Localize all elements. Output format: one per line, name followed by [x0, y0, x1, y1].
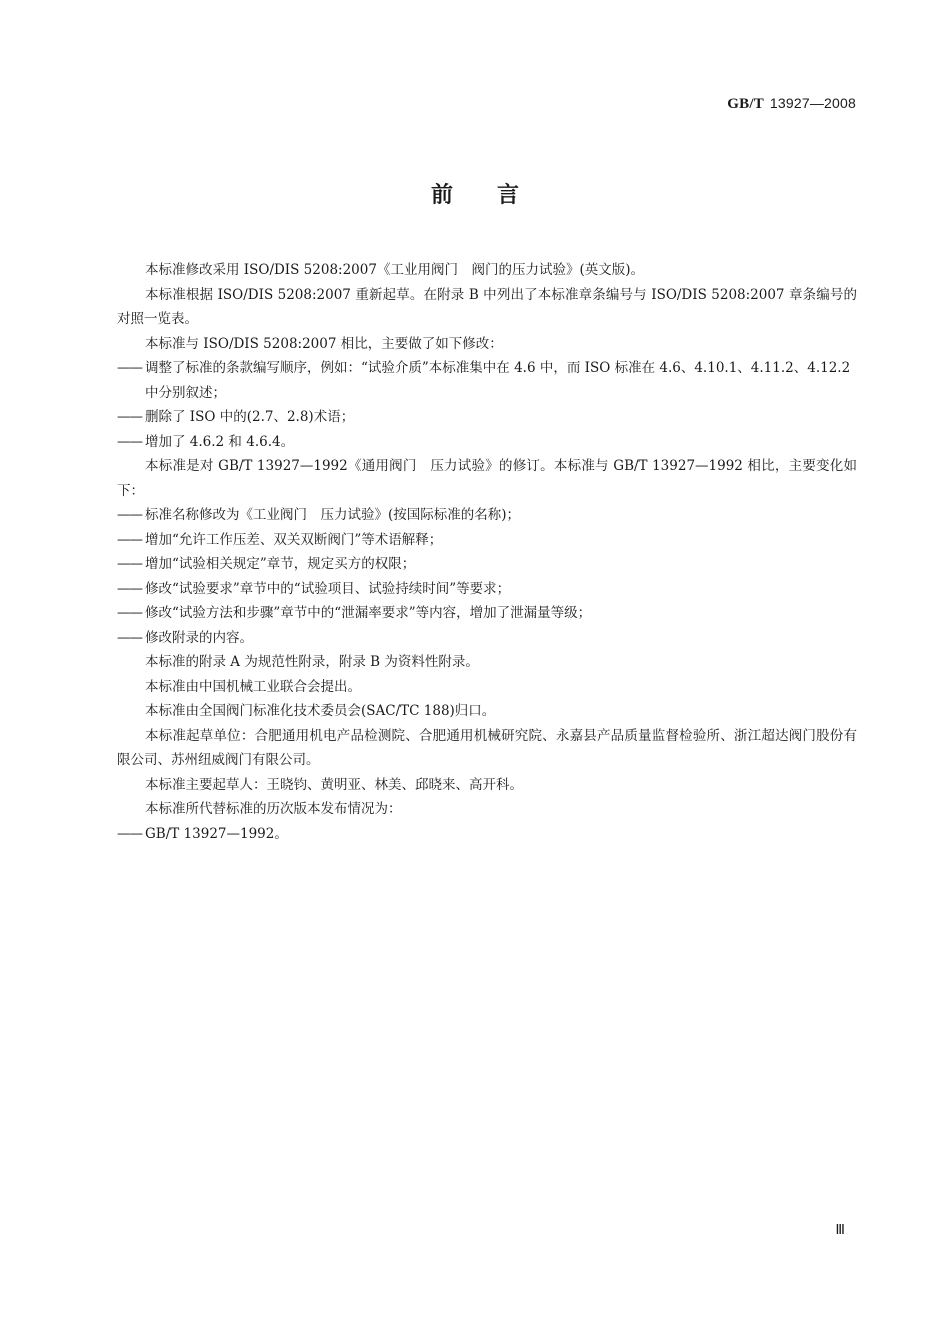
dash-marker: —— [117, 556, 142, 572]
dash-marker: —— [117, 580, 142, 597]
standard-prefix: GB/T [727, 96, 764, 112]
list-item-text: 增加“允许工作压差、双关双断阀门”等术语解释； [145, 531, 443, 548]
dash-marker: —— [117, 409, 142, 425]
paragraph: 本标准修改采用 ISO/DIS 5208:2007《工业用阀门 阀门的压力试验》(英文版)。 [145, 262, 644, 278]
list-item-text: 删除了 ISO 中的(2.7、2.8)术语； [145, 409, 355, 425]
paragraph: 本标准与 ISO/DIS 5208:2007 相比，主要做了如下修改： [145, 335, 503, 352]
dash-marker: —— [117, 433, 142, 450]
dash-marker: —— [117, 605, 142, 621]
dash-marker: —— [117, 360, 142, 376]
list-item-text: GB/T 13927—1992。 [145, 825, 288, 842]
page-number: Ⅲ [835, 1223, 845, 1238]
dash-list-item [117, 503, 857, 528]
standard-code-header [727, 95, 856, 113]
dash-list-item [117, 528, 857, 553]
list-item-text: 增加了 4.6.2 和 4.6.4。 [145, 433, 295, 450]
dash-list-item [117, 405, 857, 430]
list-item-text: 修改“试验要求”章节中的“试验项目、试验持续时间”等要求； [145, 580, 511, 597]
paragraph: 本标准主要起草人：王晓钧、黄明亚、林美、邱晓来、高开科。 [145, 776, 523, 793]
paragraph: 本标准是对 GB/T 13927—1992《通用阀门 压力试验》的修订。本标准与 GB/T 13927—1992 相比，主要变化如下： [117, 458, 857, 499]
paragraph: 本标准的附录 A 为规范性附录，附录 B 为资料性附录。 [145, 654, 479, 670]
foreword-body [117, 258, 857, 846]
dash-list-item [117, 601, 857, 626]
dash-list-item [117, 430, 857, 455]
list-item-text: 修改“试验方法和步骤”章节中的“泄漏率要求”等内容，增加了泄漏量等级； [145, 605, 592, 621]
paragraph: 本标准所代替标准的历次版本发布情况为： [145, 801, 402, 817]
dash-list-item [117, 577, 857, 602]
paragraph: 本标准由中国机械工业联合会提出。 [145, 678, 361, 695]
standard-number: 13927—2008 [769, 95, 856, 111]
dash-marker: —— [117, 629, 142, 646]
list-item-text: 标准名称修改为《工业阀门 压力试验》(按国际标准的名称)； [145, 507, 521, 523]
paragraph: 本标准由全国阀门标准化技术委员会(SAC/TC 188)归口。 [145, 703, 496, 719]
list-item-text: 增加“试验相关规定”章节，规定买方的权限； [145, 556, 416, 572]
paragraph: 本标准起草单位：合肥通用机电产品检测院、合肥通用机械研究院、永嘉县产品质量监督检验所、浙江超达阀门股份有限公司、苏州纽威阀门有限公司。 [117, 727, 857, 768]
dash-marker: —— [117, 531, 142, 548]
dash-list-item [117, 822, 857, 847]
paragraph: 本标准根据 ISO/DIS 5208:2007 重新起草。在附录 B 中列出了本标准章条编号与 ISO/DIS 5208:2007 章条编号的对照一览表。 [117, 286, 857, 327]
dash-list-item [117, 552, 857, 577]
dash-list-item [117, 356, 857, 405]
list-item-text: 调整了标准的条款编写顺序，例如：“试验介质”本标准集中在 4.6 中，而 ISO 标准在 4.6、4.10.1、4.11.2、4.12.2 中分别叙述； [145, 360, 851, 401]
list-item-text: 修改附录的内容。 [145, 629, 253, 646]
dash-marker: —— [117, 825, 142, 842]
page-title: 前言 [430, 183, 563, 208]
dash-marker: —— [117, 507, 142, 523]
dash-list-item [117, 626, 857, 651]
